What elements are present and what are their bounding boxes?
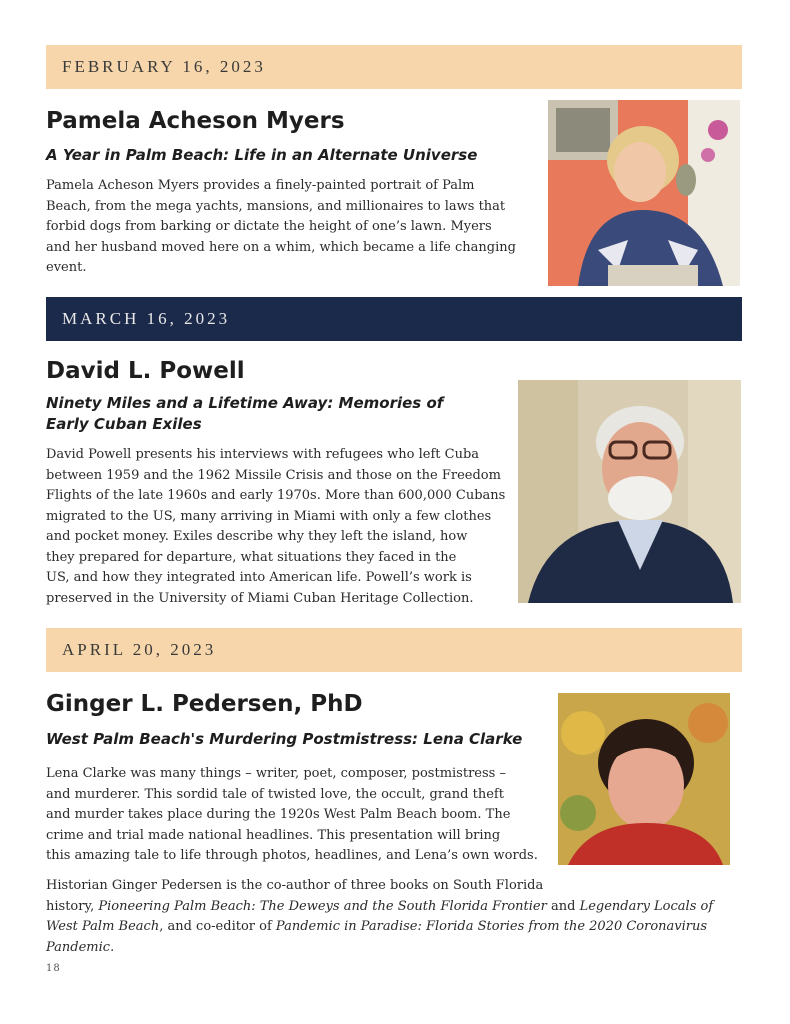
photo-myers (548, 100, 740, 286)
description-pedersen (46, 764, 538, 867)
bio-text: and (546, 898, 580, 914)
text-line: Beach, from the mega yachts, mansions, and millionaires to laws that (46, 198, 506, 214)
text-line: migrated to the US, many arriving in Miami with only a few clothes (46, 508, 492, 524)
text-line: US, and how they integrated into American life. Powell’s work is (46, 570, 472, 585)
text-line: this amazing tale to life through photos, headlines, and Lena’s own words. (46, 848, 538, 863)
description-myers (46, 176, 516, 279)
photo-pedersen (558, 693, 730, 865)
book-title-powell (46, 393, 443, 435)
speaker-name-myers: Pamela Acheson Myers (46, 108, 345, 134)
date-banner-february (46, 45, 742, 89)
book-reference: Pandemic in Paradise: Florida Stories from the 2020 Coronavirus (275, 919, 708, 934)
text-line: and murder takes place during the 1920s West Palm Beach boom. The (46, 807, 511, 822)
text-line: forbid dogs from barking or dictate the height of one’s lawn. Myers (46, 219, 492, 234)
book-reference: Pioneering Palm Beach: The Deweys and the South Florida Frontier (98, 898, 547, 914)
text-line: between 1959 and the 1962 Missile Crisis and those on the Freedom (46, 467, 501, 483)
text-line: event. (46, 260, 87, 275)
bio-text: , and co-editor of (159, 919, 276, 934)
text-line (46, 917, 713, 938)
book-reference: West Palm Beach (46, 919, 160, 934)
text-line: and her husband moved here on a whim, which became a life changing (46, 239, 516, 255)
text-line (46, 897, 713, 918)
title-line: Early Cuban Exiles (46, 415, 202, 433)
photo-powell (518, 380, 741, 603)
date-text: APRIL 20, 2023 (62, 640, 217, 659)
text-line: Pamela Acheson Myers provides a finely-painted portrait of Palm (46, 178, 475, 193)
text-line: David Powell presents his interviews with refugees who left Cuba (46, 447, 480, 462)
text-line (46, 876, 713, 897)
bio-text: Historian Ginger Pedersen is the co-author of three books on South Florida (46, 878, 544, 893)
author-bio-pedersen (46, 876, 713, 958)
text-line: Lena Clarke was many things – writer, poet, composer, postmistress – (46, 766, 506, 781)
text-line (46, 938, 713, 959)
book-title-myers: A Year in Palm Beach: Life in an Alternate Universe (46, 146, 478, 164)
bio-text: history, (46, 898, 99, 914)
page-number: 18 (46, 963, 61, 974)
title-line: Ninety Miles and a Lifetime Away: Memories of (46, 394, 444, 412)
description-powell (46, 445, 505, 609)
text-line: preserved in the University of Miami Cuban Heritage Collection. (46, 590, 474, 606)
date-text: MARCH 16, 2023 (62, 309, 231, 328)
text-line: crime and trial made national headlines. This presentation will bring (46, 827, 501, 843)
date-text: FEBRUARY 16, 2023 (62, 57, 266, 76)
text-line: Flights of the late 1960s and early 1970s. More than 600,000 Cubans (46, 488, 506, 503)
book-title-pedersen: West Palm Beach's Murdering Postmistress: Lena Clarke (46, 730, 523, 748)
text-line: they prepared for departure, what situations they faced in the (46, 549, 457, 565)
book-reference: Legendary Locals of (579, 898, 714, 914)
date-banner-march (46, 297, 742, 341)
text-line: and pocket money. Exiles describe why they left the island, how (46, 529, 468, 544)
speaker-name-pedersen: Ginger L. Pedersen, PhD (46, 691, 363, 717)
book-reference: Pandemic. (46, 939, 115, 955)
text-line: and murderer. This sordid tale of twisted love, the occult, grand theft (46, 786, 504, 802)
date-banner-april (46, 628, 742, 672)
speaker-name-powell: David L. Powell (46, 358, 245, 384)
